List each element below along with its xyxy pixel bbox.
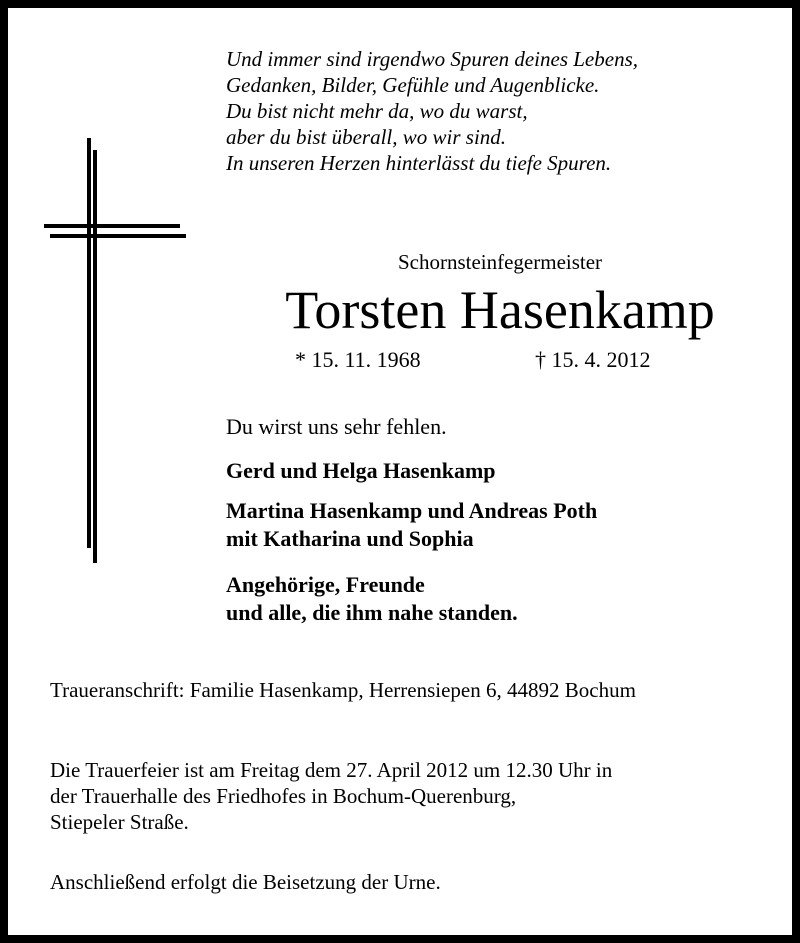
mourner-line: Martina Hasenkamp und Andreas Poth	[226, 498, 598, 523]
mourner-line: Gerd und Helga Hasenkamp	[226, 458, 496, 483]
mourner-line: mit Katharina und Sophia	[226, 526, 474, 551]
deceased-name: Torsten Hasenkamp	[285, 280, 715, 340]
poem-line: Und immer sind irgendwo Spuren deines Lebens,	[226, 47, 638, 71]
mourner-group	[226, 457, 496, 485]
death-date: † 15. 4. 2012	[535, 347, 651, 372]
farewell-message: Du wirst uns sehr fehlen.	[226, 414, 447, 439]
burial-info: Anschließend erfolgt die Beisetzung der Urne.	[50, 870, 441, 894]
memorial-poem	[226, 46, 638, 176]
poem-line: aber du bist überall, wo wir sind.	[226, 125, 507, 149]
mourner-line: Angehörige, Freunde	[226, 572, 425, 597]
mourning-address: Traueranschrift: Familie Hasenkamp, Herrensiepen 6, 44892 Bochum	[50, 678, 636, 702]
ceremony-line: Stiepeler Straße.	[50, 810, 189, 834]
poem-line: In unseren Herzen hinterlässt du tiefe Spuren.	[226, 151, 612, 175]
birth-date: * 15. 11. 1968	[295, 347, 421, 372]
deceased-occupation: Schornsteinfegermeister	[397, 250, 603, 274]
poem-line: Gedanken, Bilder, Gefühle und Augenblicke.	[226, 73, 600, 97]
mourner-line: und alle, die ihm nahe standen.	[226, 600, 518, 625]
cross-icon	[44, 138, 194, 568]
ceremony-line: der Trauerhalle des Friedhofes in Bochum-Querenburg,	[50, 784, 517, 808]
funeral-ceremony-info	[50, 757, 612, 835]
ceremony-line: Die Trauerfeier ist am Freitag dem 27. April 2012 um 12.30 Uhr in	[50, 758, 613, 782]
poem-line: Du bist nicht mehr da, wo du warst,	[226, 99, 528, 123]
mourner-group	[226, 571, 518, 627]
mourner-group	[226, 497, 597, 553]
